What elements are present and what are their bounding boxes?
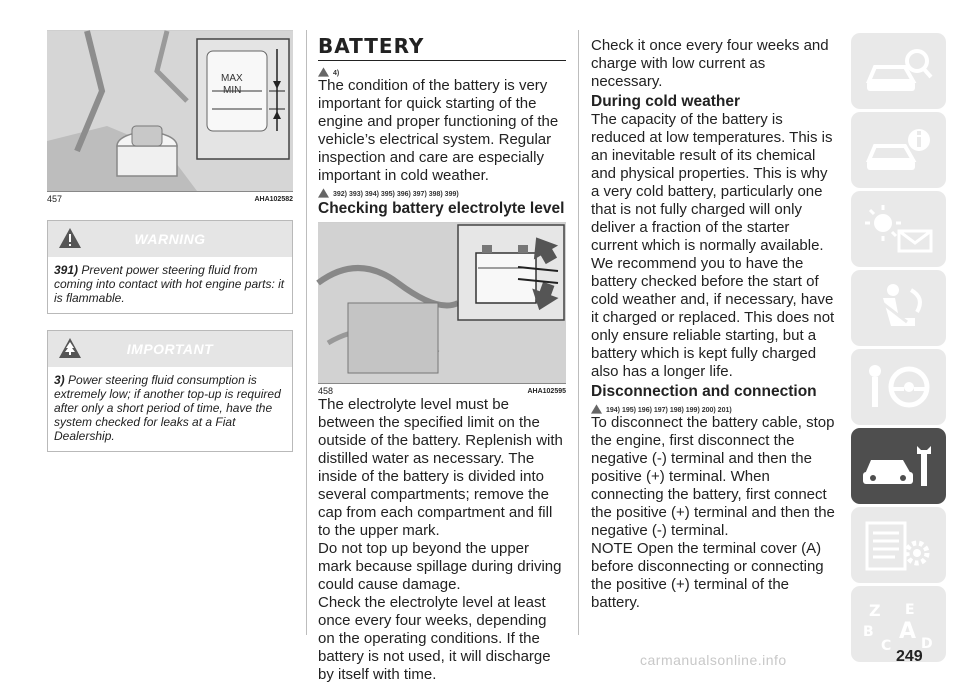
- key-steering-wheel-icon: [859, 357, 939, 417]
- important-ref: 3): [54, 373, 65, 387]
- check-paragraph-2: Do not top up beyond the upper mark because spillage during driving could cause damage.: [318, 540, 562, 593]
- svg-text:B: B: [862, 624, 874, 640]
- warning-body: [48, 257, 292, 313]
- alphabet-index-icon: [859, 594, 939, 654]
- cold-heading: During cold weather: [591, 93, 740, 110]
- svg-text:E: E: [904, 602, 915, 618]
- tab-car-info[interactable]: [851, 112, 946, 188]
- warning-ref: 391): [54, 263, 79, 277]
- dashboard-lights-icon: [859, 199, 939, 259]
- svg-text:Z: Z: [868, 601, 881, 620]
- warning-box: [47, 220, 293, 314]
- check-paragraph-3: Check the electrolyte level at least once every four weeks, depending on the operating conditions. If the battery is not used, it will discharge by itself with time.: [318, 594, 551, 683]
- important-text: Power steering fluid consumption is extremely low; if another top-up is required after only a short period of time, have the system checked for leaks at a Fiat Dealership.: [54, 373, 281, 443]
- figure-number: 457: [47, 194, 63, 204]
- check-paragraph-1: The electrolyte level must be between the specified limit on the outside of the battery. Replenish with distilled water as necessary. The inside of the battery is divided into several compartments; remove the cap from each compartment and fill to the upper mark.: [318, 396, 563, 539]
- tab-key-steering-wheel[interactable]: [851, 349, 946, 425]
- svg-text:C: C: [880, 638, 891, 654]
- important-body: [48, 367, 292, 451]
- figure-number: 458: [318, 386, 334, 396]
- section-rule: [318, 60, 566, 61]
- battery-illustration: [318, 223, 566, 383]
- figure-458-caption: [318, 383, 566, 396]
- seat-airbag-icon: [859, 278, 939, 338]
- svg-text:A: A: [898, 619, 916, 644]
- check-refs: 392) 393) 394) 395) 396) 397) 398) 399): [318, 185, 566, 198]
- tree-triangle-icon: [318, 67, 329, 77]
- disconnect-heading: Disconnection and connection: [591, 383, 817, 400]
- car-wrench-icon: [859, 436, 939, 496]
- column-divider-left: [306, 30, 307, 635]
- figure-458: [318, 222, 566, 383]
- middle-column: [318, 30, 566, 683]
- reservoir-illustration: [47, 31, 293, 191]
- cold-paragraph-2: We recommend you to have the battery checked before the start of cold weather and, if necessary, have it charged or replaced. This does not only ensure reliable starting, but a battery which is kept fully charged also has a longer life.: [591, 255, 835, 380]
- specs-gear-icon: [859, 515, 939, 575]
- tab-car-maintenance[interactable]: [851, 428, 946, 504]
- cold-paragraph-1: The capacity of the battery is reduced at low temperatures. This is an inevitable result of its chemical and physical properties. This is why a very cold battery, particularly one that is not fully charged will only deliver a fraction of the starter current which is normally available.: [591, 111, 833, 254]
- column-divider-right: [578, 30, 579, 635]
- page-number: 249: [896, 648, 923, 665]
- check-heading: Checking battery electrolyte level: [318, 200, 565, 217]
- max-label: MAX: [221, 73, 243, 84]
- section-title: BATTERY: [318, 34, 425, 58]
- tab-car-search[interactable]: [851, 33, 946, 109]
- main-ref: 4): [318, 64, 566, 77]
- car-search-icon: [859, 41, 939, 101]
- tab-specs[interactable]: [851, 507, 946, 583]
- figure-code: AHA102595: [527, 388, 566, 395]
- car-info-icon: [859, 120, 939, 180]
- battery-intro: The condition of the battery is very important for quick starting of the engine and proper functioning of the vehicle’s electrical system. Regular inspection and care are especially important in cold weather.: [318, 77, 559, 184]
- disconnect-refs: 194) 195) 196) 197) 198) 199) 200) 201): [591, 401, 839, 414]
- important-box: [47, 330, 293, 452]
- check-paragraph-4: Check it once every four weeks and charge with low current as necessary.: [591, 37, 829, 90]
- warning-triangle-icon: [318, 188, 329, 198]
- right-column: [591, 37, 839, 612]
- left-column: [47, 30, 293, 452]
- min-label: MIN: [223, 85, 242, 96]
- disconnect-paragraph-2: NOTE Open the terminal cover (A) before disconnecting or connecting the positive (+) terminal of the battery.: [591, 540, 824, 611]
- disconnect-paragraph-1: To disconnect the battery cable, stop the engine, first disconnect the negative (-) terminal and then the positive (+) terminal. When connecting the battery, first connect the positive (+) terminal and then the negative (-) terminal.: [591, 414, 835, 539]
- important-header: [48, 331, 292, 367]
- warning-title: WARNING: [134, 231, 206, 247]
- tab-seat-airbag[interactable]: [851, 270, 946, 346]
- figure-code: AHA102582: [254, 196, 293, 203]
- important-title: IMPORTANT: [126, 341, 214, 357]
- figure-457: [47, 30, 293, 191]
- tab-dashboard-lights[interactable]: [851, 191, 946, 267]
- tree-triangle-icon: [58, 336, 82, 360]
- chapter-tabs: [851, 33, 946, 665]
- footer-watermark: carmanualsonline.info: [640, 652, 787, 668]
- warning-triangle-icon: [591, 404, 602, 414]
- warning-text: Prevent power steering fluid from coming into contact with hot engine parts: it is flammable.: [54, 263, 285, 305]
- svg-text:D: D: [920, 636, 933, 652]
- figure-457-caption: [47, 191, 293, 204]
- warning-triangle-icon: [58, 226, 82, 250]
- warning-header: [48, 221, 292, 257]
